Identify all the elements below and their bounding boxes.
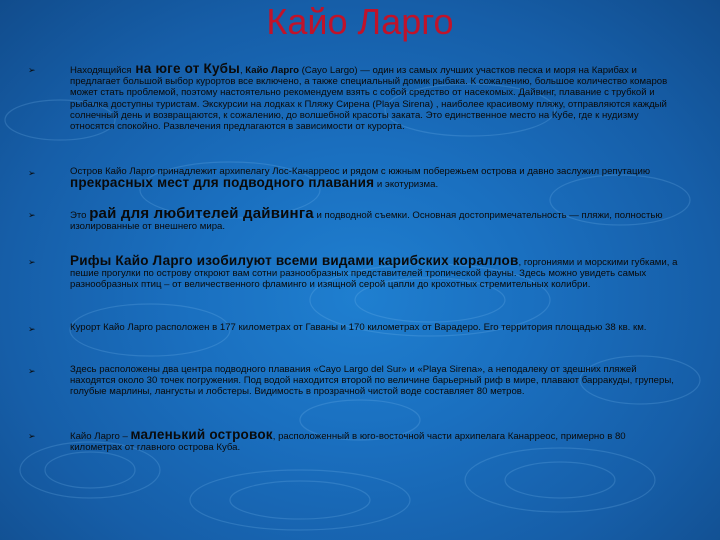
bullet-text: Остров Кайо Ларго принадлежит архипелагу Лос-Канарреос и рядом с южным побережьем острова и давно заслужил репутацию прекрасных мест для подводного плавания и экотуризма. (70, 166, 651, 191)
bullet-5 (28, 322, 678, 333)
bullet-7 (28, 429, 678, 453)
bullet-arrow-icon: ➢ (28, 431, 36, 441)
slide-title: Кайо Ларго (266, 1, 454, 42)
bullet-arrow-icon: ➢ (28, 366, 36, 376)
bullet-arrow-icon: ➢ (28, 65, 36, 75)
bullet-text: Это рай для любителей дайвинга и подводной съемки. Основная достопримечательность — пляжи, полностью изолированные от внешнего мира. (70, 205, 663, 233)
bullet-text: Кайо Ларго – маленький островок, расположенный в юго-восточной части архипелага Канарреос, примерно в 80 километрах от главного острова Куба. (70, 427, 626, 454)
bullet-text: Рифы Кайо Ларго изобилуют всеми видами карибских кораллов, горгониями и морскими губками, а пешие прогулки по острову откроют вам сотни разнообразных представителей тропической фауны. Здесь можно увидеть самых разнообразных птиц – от величественного фламинго и изящной серой цапли до крохотных стремительных колибри. (70, 253, 678, 291)
bullet-text: Здесь расположены два центра подводного плавания «Cayo Largo del Sur» и «Playa Sirena», а неподалеку от здешних пляжей находятся около 30 точек погружения. Под водой находится второй по величине барьерный риф в мире, плавают барракуды, груперы, голубые марлины, лангусты и лобстеры. Видимость в прозрачной чистой воде составляет 80 метров. (70, 364, 674, 398)
bullet-3 (28, 205, 678, 233)
bullet-arrow-icon: ➢ (28, 257, 36, 267)
bullet-arrow-icon: ➢ (28, 324, 36, 334)
bullet-arrow-icon: ➢ (28, 168, 36, 178)
bullet-arrow-icon: ➢ (28, 210, 36, 220)
bullet-2 (28, 166, 678, 190)
bullet-text: Курорт Кайо Ларго расположен в 177 километрах от Гаваны и 170 километрах от Варадеро. Его территория площадью 38 кв. км. (70, 322, 647, 333)
bullet-4 (28, 255, 678, 291)
bullet-6 (28, 364, 678, 398)
bullet-text: Находящийся на юге от Кубы, Кайо Ларго (Cayo Largo) — один из самых лучших участков песка и моря на Карибах и предлагает большой выбор курортов все включено, а также специальный домик рыбака. К сожалению, большое количество комаров может стать проблемой, поэтому настоятельно рекомендуем взять с собой средство от насекомых. Дайвинг, плавание с трубкой и рыбалка доступны туристам. Экскурсии на лодках к Пляжу Сирена (Playa Sirena) , наиболее красивому пляжу, отправляются каждый солнечный день и возвращаются, к сожалению, до волшебной красоты заката. Это единственное место на Кубе, где к нудизму относятся спокойно. Развлечения предлагаются в зависимости от курорта. (70, 61, 668, 133)
bullet-1 (28, 63, 678, 132)
